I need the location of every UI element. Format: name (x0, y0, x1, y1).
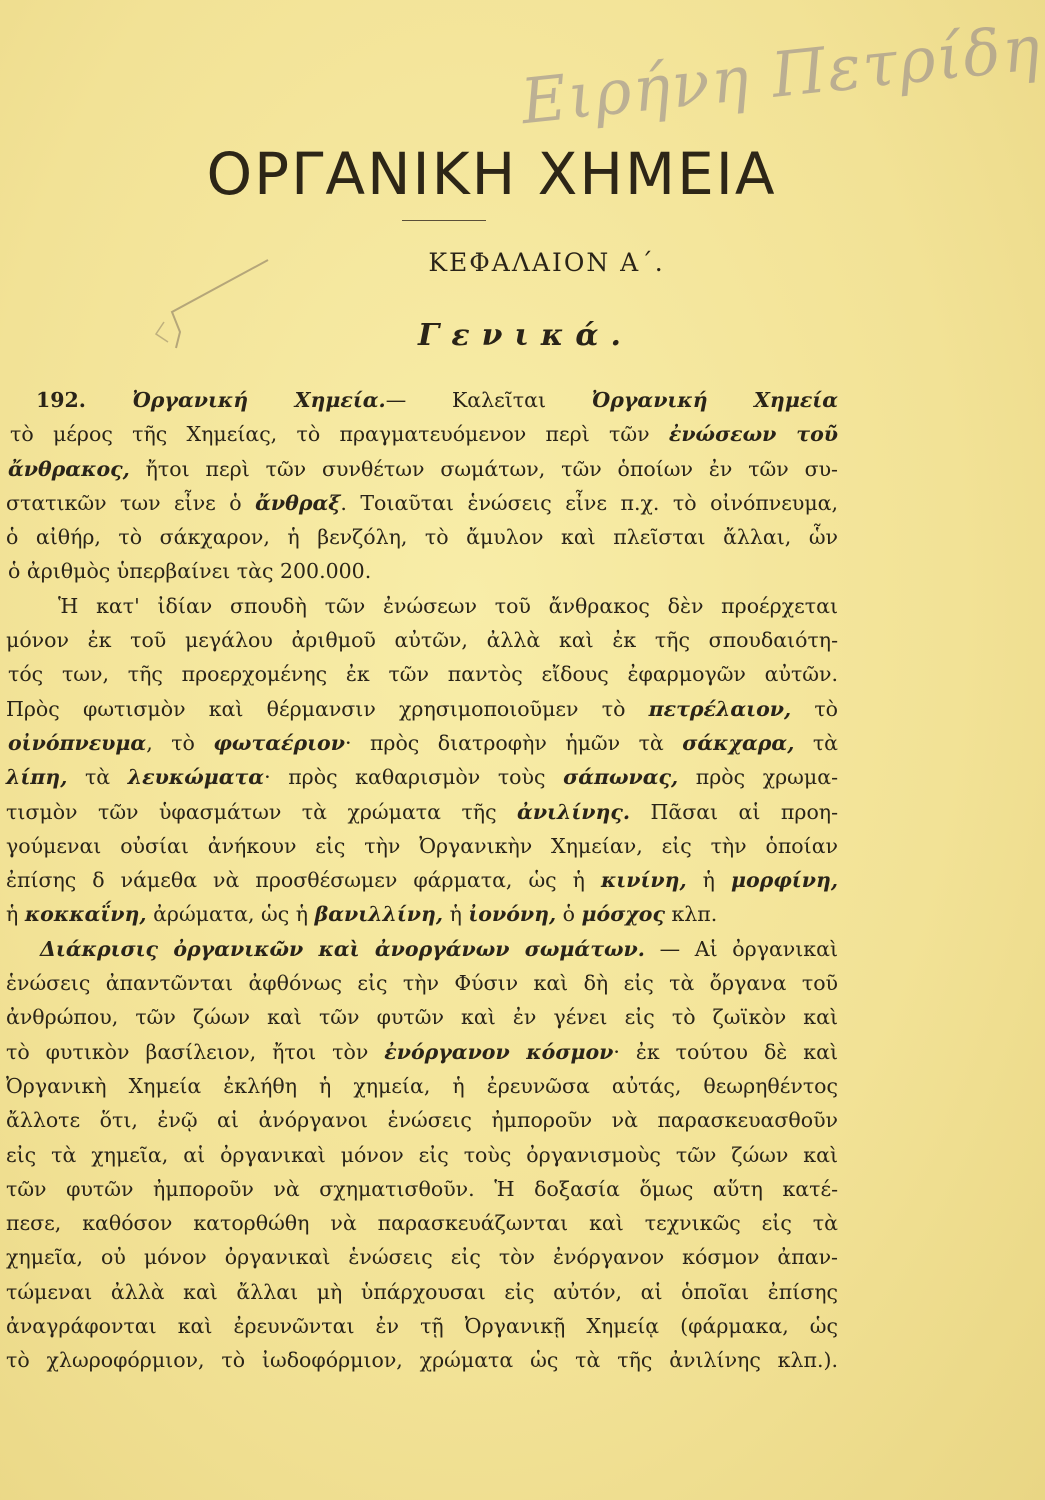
emphasized-term: λίπη, (6, 765, 68, 790)
emphasized-term: σάκχαρα, (682, 730, 795, 755)
text-segment: — Αἱ ὀργανικαὶ (644, 936, 838, 961)
emphasized-term: πετρέλαιον, (648, 696, 792, 721)
text-segment: · ἐκ τούτου δὲ καὶ (613, 1039, 838, 1064)
text-segment: τὰ (67, 765, 128, 790)
text-segment: πρὸς χρωμα- (678, 765, 838, 790)
text-line (6, 1275, 838, 1309)
text-line (6, 1035, 838, 1069)
text-segment: κλπ. (664, 902, 718, 927)
text-segment: τὰ (794, 730, 838, 755)
text-line (6, 692, 838, 726)
text-line (6, 1240, 838, 1274)
text-segment: τός των, τῆς προερχομένης ἐκ τῶν παντὸς εἴδους ἐφαρμογῶν αὐτῶν. (8, 662, 838, 687)
text-line (6, 1343, 838, 1377)
text-segment: ἀνθρώπου, τῶν ζώων καὶ τῶν φυτῶν καὶ ἐν γένει εἰς τὸ ζωϊκὸν καὶ (6, 1005, 838, 1030)
text-line (8, 452, 838, 486)
text-segment: χημεῖα, οὐ μόνον ὀργανικαὶ ἑνώσεις εἰς τὸν ἐνόργανον κόσμον ἀπαν- (6, 1245, 838, 1270)
text-segment: εἰς τὰ χημεῖα, αἱ ὀργανικαὶ μόνον εἰς τοὺς ὀργανισμοὺς τῶν ζώων καὶ (6, 1142, 838, 1167)
text-segment: ὁ ἀριθμὸς ὑπερβαίνει τὰς 200.000. (8, 559, 372, 584)
text-segment: ἡ (686, 868, 731, 893)
text-segment: · πρὸς καθαρισμὸν τοὺς (264, 765, 564, 790)
section-heading: Γενικά. (418, 318, 633, 353)
text-segment: ἀναγράφονται καὶ ἐρευνῶνται ἐν τῇ Ὀργανικῇ Χημείᾳ (φάρμακα, ὡς (6, 1314, 838, 1339)
text-segment: ὁ αἰθήρ, τὸ σάκχαρον, ἡ βενζόλη, τὸ ἄμυλον καὶ πλεῖσται ἄλλαι, ὧν (6, 525, 838, 550)
text-line (6, 760, 838, 794)
text-segment: Πρὸς φωτισμὸν καὶ θέρμανσιν χρησιμοποιοῦμεν τὸ (6, 696, 649, 721)
handwritten-signature: Ειρήνη Πετρίδη (517, 10, 1045, 139)
text-segment: τὸ φυτικὸν βασίλειον, ἤτοι τὸν (6, 1039, 385, 1064)
text-line (6, 795, 838, 829)
emphasized-term: 192. (36, 388, 133, 412)
page-title: ΟΡΓΑΝΙΚΗ ΧΗΜΕΙΑ (206, 140, 777, 208)
text-line (6, 897, 838, 931)
emphasized-term: σάπωνας, (563, 765, 679, 790)
chapter-heading: ΚΕΦΑΛΑΙΟΝ Α΄. (428, 248, 665, 277)
text-line (6, 623, 838, 657)
text-segment: μόνον ἐκ τοῦ μεγάλου ἀριθμοῦ αὐτῶν, ἀλλὰ καὶ ἐκ τῆς σπουδαιότη- (6, 628, 838, 653)
emphasized-term: ἐνόργανον κόσμον (384, 1039, 614, 1064)
text-segment: ἀρώματα, ὡς ἡ (146, 902, 315, 927)
text-segment: τὸ χλωροφόρμιον, τὸ ἰωδοφόρμιον, χρώματα ὡς τὰ τῆς ἀνιλίνης κλπ.). (6, 1348, 838, 1373)
text-line (36, 383, 838, 417)
emphasized-term: ἀνιλίνης. (517, 799, 631, 824)
text-line (58, 589, 838, 623)
emphasized-term: ἐνώσεων τοῦ (668, 422, 838, 447)
text-segment: Πᾶσαι αἱ προη- (630, 799, 838, 824)
emphasized-term: κοκκαΐνη, (24, 902, 147, 927)
text-segment: γούμεναι οὐσίαι ἀνήκουν εἰς τὴν Ὀργανικὴν Χημείαν, εἰς τὴν ὁποίαν (6, 833, 838, 858)
text-line (6, 1000, 838, 1034)
text-segment: τὸ μέρος τῆς Χημείας, τὸ πραγματευόμενον περὶ τῶν (10, 422, 669, 447)
text-segment: πεσε, καθόσον κατορθώθη νὰ παρασκευάζωνται καὶ τεχνικῶς εἰς τὰ (6, 1211, 838, 1236)
body-text (0, 383, 840, 1378)
text-line (6, 1206, 838, 1240)
text-line (6, 486, 838, 520)
text-segment: ἡ (443, 902, 469, 927)
emphasized-term: ἄνθρακος, (8, 456, 130, 481)
emphasized-term: κινίνη, (600, 868, 687, 893)
text-line (6, 1138, 838, 1172)
text-line (6, 1103, 838, 1137)
text-line (6, 520, 838, 554)
emphasized-term: Ὀργανική Χημεία. (132, 388, 386, 412)
text-segment: τῶν φυτῶν ἠμποροῦν νὰ σχηματισθοῦν. Ἡ δοξασία ὅμως αὕτη κατέ- (6, 1176, 838, 1201)
text-segment: · πρὸς διατροφὴν ἡμῶν τὰ (344, 730, 683, 755)
text-line (10, 417, 838, 451)
text-segment: ἡ (6, 902, 25, 927)
text-line (6, 966, 838, 1000)
title-divider (402, 220, 486, 221)
text-segment: Ὀργανικὴ Χημεία ἐκλήθη ἡ χημεία, ἡ ἐρευνῶσα αὐτάς, θεωρηθέντος (6, 1073, 838, 1098)
text-segment: ἤτοι περὶ τῶν συνθέτων σωμάτων, τῶν ὁποίων ἐν τῶν συ- (129, 456, 838, 481)
emphasized-term: Διάκρισις ὀργανικῶν καὶ ἀνοργάνων σωμάτων. (40, 936, 645, 961)
text-segment: στατικῶν των εἶνε ὁ (6, 490, 256, 515)
text-segment: ὁ (556, 902, 582, 927)
text-line (6, 863, 838, 897)
text-segment: — Καλεῖται (385, 388, 592, 412)
emphasized-term: Ὀργανική Χημεία (591, 388, 838, 412)
emphasized-term: μορφίνη, (730, 868, 838, 893)
text-line (6, 829, 838, 863)
emphasized-term: ἰονόνη, (468, 902, 557, 927)
text-segment: . Τοιαῦται ἑνώσεις εἶνε π.χ. τὸ οἰνόπνευμα, (340, 490, 838, 515)
text-segment: ἄλλοτε ὅτι, ἐνῷ αἱ ἀνόργανοι ἑνώσεις ἠμποροῦν νὰ παρασκευασθοῦν (6, 1108, 838, 1133)
text-segment: τὸ (791, 696, 839, 721)
text-line (40, 932, 838, 966)
text-segment: τισμὸν τῶν ὑφασμάτων τὰ χρώματα τῆς (6, 799, 518, 824)
text-segment: , τὸ (146, 730, 214, 755)
text-line (8, 726, 838, 760)
text-segment: ἐπίσης δ νάμεθα νὰ προσθέσωμεν φάρματα, ὡς ἡ (6, 868, 601, 893)
text-line (8, 554, 838, 588)
text-line (8, 657, 838, 691)
emphasized-term: οἰνόπνευμα (8, 730, 147, 755)
text-line (6, 1309, 838, 1343)
emphasized-term: λευκώματα (127, 765, 265, 790)
emphasized-term: βανιλλίνη, (314, 902, 444, 927)
text-segment: ἑνώσεις ἀπαντῶνται ἀφθόνως εἰς τὴν Φύσιν καὶ δὴ εἰς τὰ ὄργανα τοῦ (6, 971, 838, 996)
text-line (6, 1172, 838, 1206)
text-segment: τώμεναι ἀλλὰ καὶ ἄλλαι μὴ ὑπάρχουσαι εἰς αὐτόν, αἱ ὁποῖαι ἐπίσης (6, 1279, 838, 1304)
emphasized-term: μόσχος (581, 902, 665, 927)
emphasized-term: ἄνθραξ (255, 490, 341, 515)
text-segment: Ἡ κατ' ἰδίαν σπουδὴ τῶν ἐνώσεων τοῦ ἄνθρακος δὲν προέρχεται (58, 593, 838, 618)
text-line (6, 1069, 838, 1103)
emphasized-term: φωταέριον (213, 730, 345, 755)
